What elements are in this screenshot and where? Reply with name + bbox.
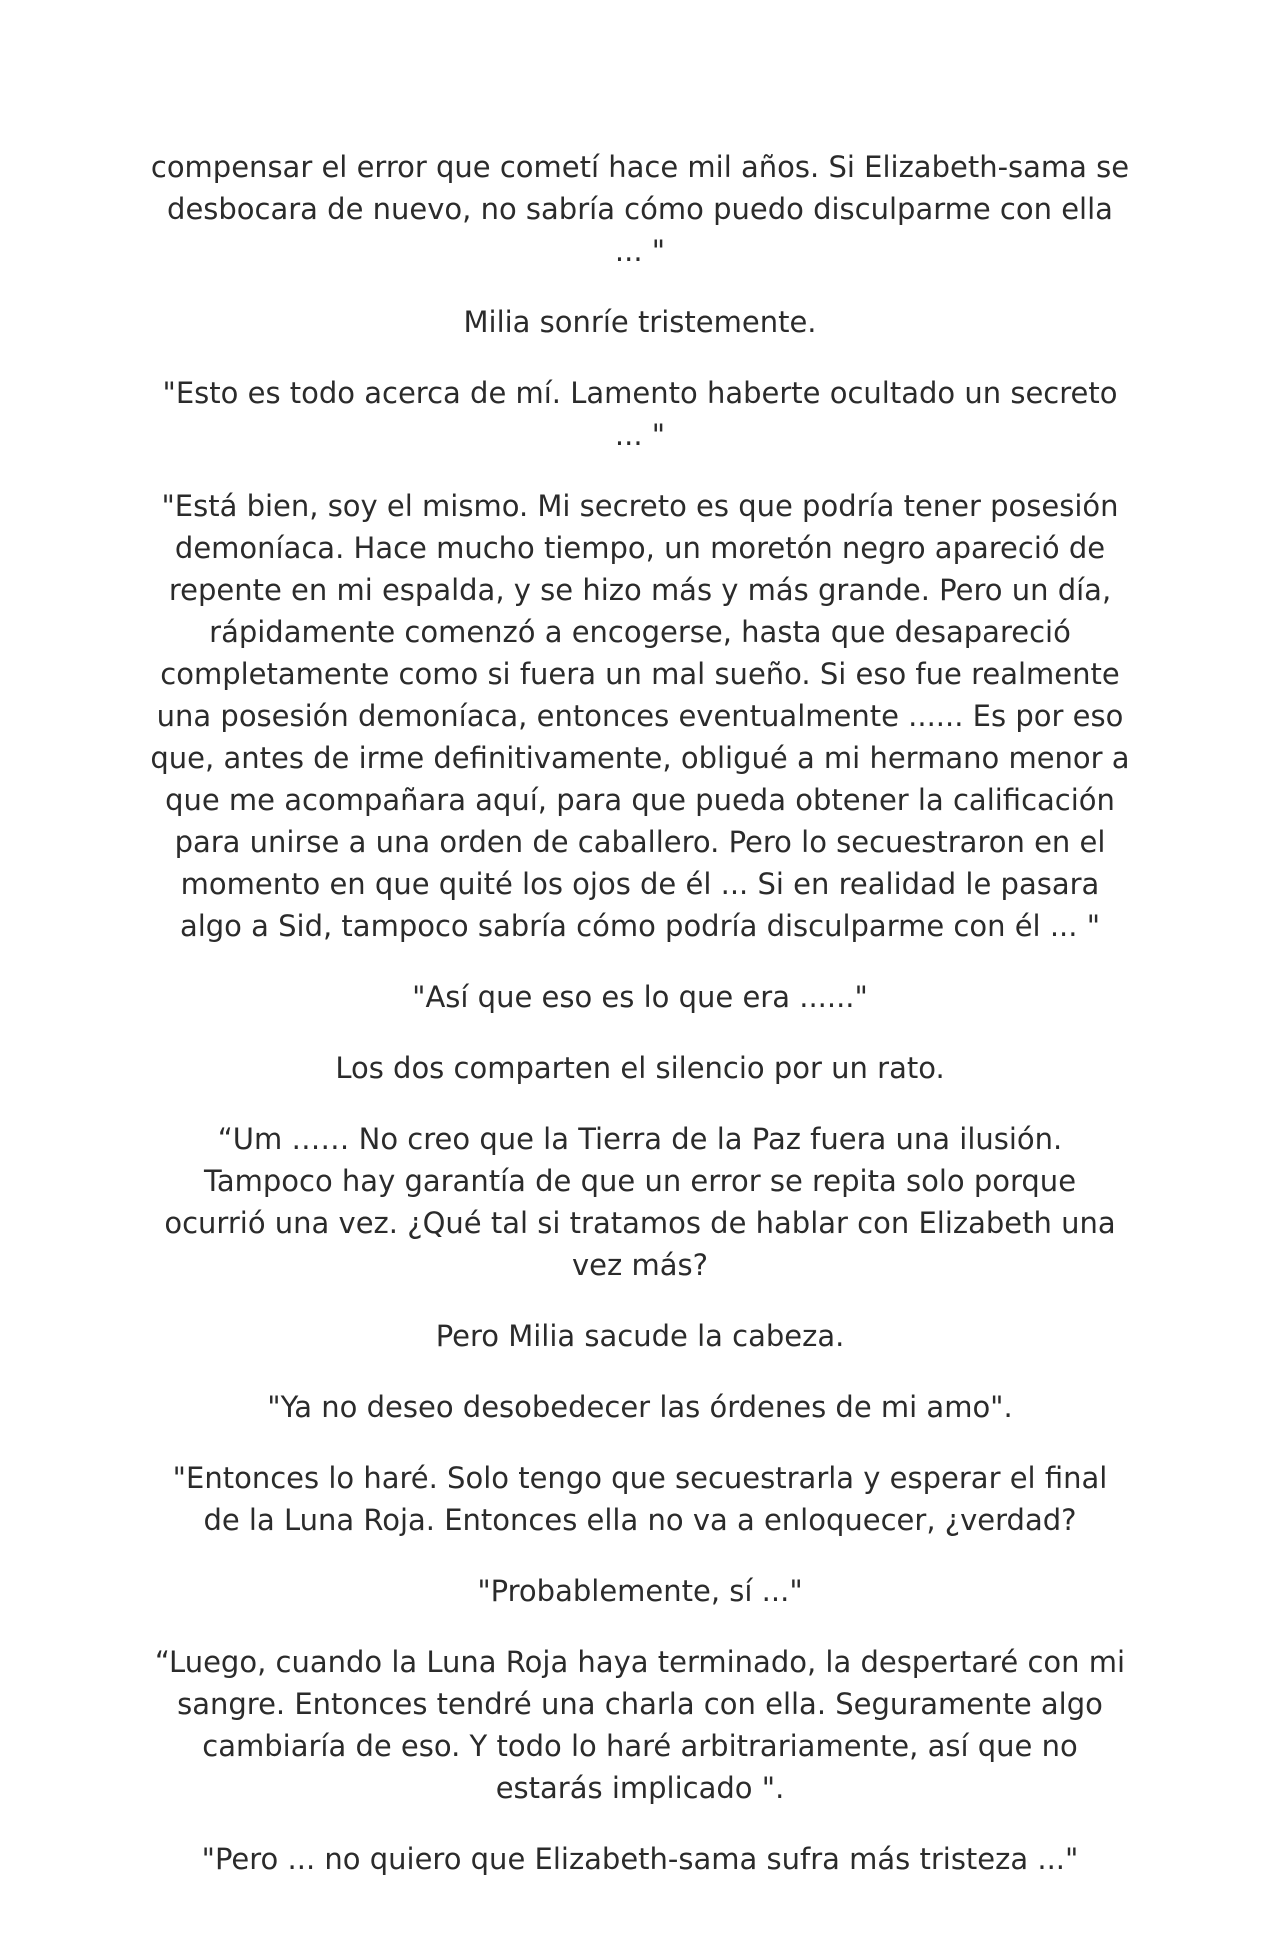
body-text bbox=[150, 146, 1130, 1909]
paragraph: "Entonces lo haré. Solo tengo que secuestrarla y esperar el final de la Luna Roja. Entonces ella no va a enloquecer, ¿verdad? bbox=[172, 1461, 1108, 1537]
paragraph: "Pero ... no quiero que Elizabeth-sama sufra más tristeza ..." bbox=[201, 1842, 1079, 1876]
paragraph: "Está bien, soy el mismo. Mi secreto es que podría tener posesión demoníaca. Hace mucho tiempo, un moretón negro apareció de repente en mi espalda, y se hizo más y más grande. Pero un día, rápidamente comenzó a encogerse, hasta que desapareció completamente como si fuera un mal sueño. Si eso fue realmente una posesión demoníaca, entonces eventualmente ...... Es por eso que, antes de irme definitivamente, obligué a mi hermano menor a que me acompañara aquí, para que pueda obtener la calificación para unirse a una orden de caballero. Pero lo secuestraron en el momento en que quité los ojos de él ... Si en realidad le pasara algo a Sid, tampoco sabría cómo podría disculparme con él ... " bbox=[150, 489, 1130, 943]
paragraph: "Ya no deseo desobedecer las órdenes de mi amo". bbox=[267, 1390, 1013, 1424]
paragraph: "Esto es todo acerca de mí. Lamento haberte ocultado un secreto ... " bbox=[162, 376, 1118, 452]
paragraph: Pero Milia sacude la cabeza. bbox=[435, 1319, 845, 1353]
paragraph: “Um …… No creo que la Tierra de la Paz fuera una ilusión. Tampoco hay garantía de que un error se repita solo porque ocurrió una vez. ¿Qué tal si tratamos de hablar con Elizabeth una vez más? bbox=[164, 1122, 1116, 1282]
paragraph: Los dos comparten el silencio por un rato. bbox=[335, 1051, 945, 1085]
paragraph: "Así que eso es lo que era ......" bbox=[412, 980, 868, 1014]
paragraph: “Luego, cuando la Luna Roja haya terminado, la despertaré con mi sangre. Entonces tendré una charla con ella. Seguramente algo cambiaría de eso. Y todo lo haré arbitrariamente, así que no estarás implicado ". bbox=[154, 1645, 1126, 1805]
paragraph: Milia sonríe tristemente. bbox=[463, 305, 817, 339]
paragraph: compensar el error que cometí hace mil años. Si Elizabeth-sama se desbocara de nuevo, no sabría cómo puedo disculparme con ella ... " bbox=[150, 150, 1130, 268]
paragraph: "Probablemente, sí ..." bbox=[477, 1574, 803, 1608]
